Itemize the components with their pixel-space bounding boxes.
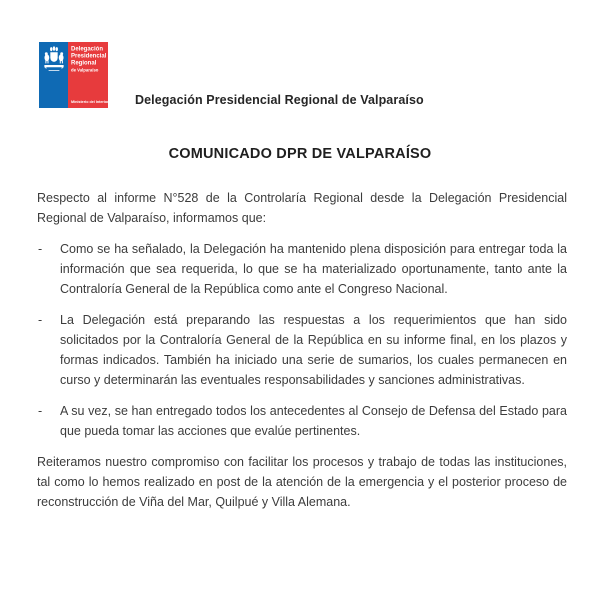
document-title: COMUNICADO DPR DE VALPARAÍSO [168, 146, 432, 162]
logo-brand-line: Presidencial [71, 52, 107, 59]
logo-blue-panel [39, 42, 68, 108]
bullet-item [37, 401, 567, 441]
chile-coat-of-arms-icon [43, 46, 65, 79]
logo-red-panel [68, 42, 108, 108]
logo-brand-line: Delegación [71, 45, 104, 52]
dash-bullet-marker: - [38, 313, 43, 327]
bullet-item [37, 239, 567, 299]
logo-brand-line: Regional [71, 59, 97, 66]
intro-paragraph: Respecto al informe N°528 de la Controlaría Regional desde la Delegación Presidencial Regional de Valparaíso, informamos que: [37, 191, 567, 225]
dash-bullet-marker: - [38, 242, 43, 256]
government-logo [39, 42, 108, 108]
closing-paragraph: Reiteramos nuestro compromiso con facilitar los procesos y trabajo de todas las instituciones, tal como lo hemos realizado en post de la atención de la emergencia y el posterior proceso de reconstrucción de Viña del Mar, Quilpué y Villa Alemana. [37, 455, 567, 509]
bullet-list [37, 239, 567, 441]
bullet-text: La Delegación está preparando las respuestas a los requerimientos que han sido solicitados por la Contraloría General de la República en su informe final, en los plazos y formas indicados. También ha iniciado una serie de sumarios, los cuales permanecen en curso y determinarán las eventuales responsabilidades y sanciones administrativas. [60, 313, 567, 387]
logo-brand-subtitle: de Valparaíso [71, 67, 99, 73]
org-name-header: Delegación Presidencial Regional de Valparaíso [135, 93, 424, 107]
logo-ministry-label: Ministerio del Interior [71, 99, 109, 104]
bullet-text: Como se ha señalado, la Delegación ha mantenido plena disposición para entregar toda la información que sea requerida, lo que se ha materializado oportunamente, tanto ante la Contraloría General de la República como ante el Congreso Nacional. [60, 242, 567, 296]
logo-brand-text [71, 45, 108, 73]
bullet-text: A su vez, se han entregado todos los antecedentes al Consejo de Defensa del Estado para que pueda tomar las acciones que evalúe pertinentes. [60, 404, 567, 438]
dash-bullet-marker: - [38, 404, 43, 418]
bullet-item [37, 310, 567, 390]
document-body [37, 188, 567, 512]
